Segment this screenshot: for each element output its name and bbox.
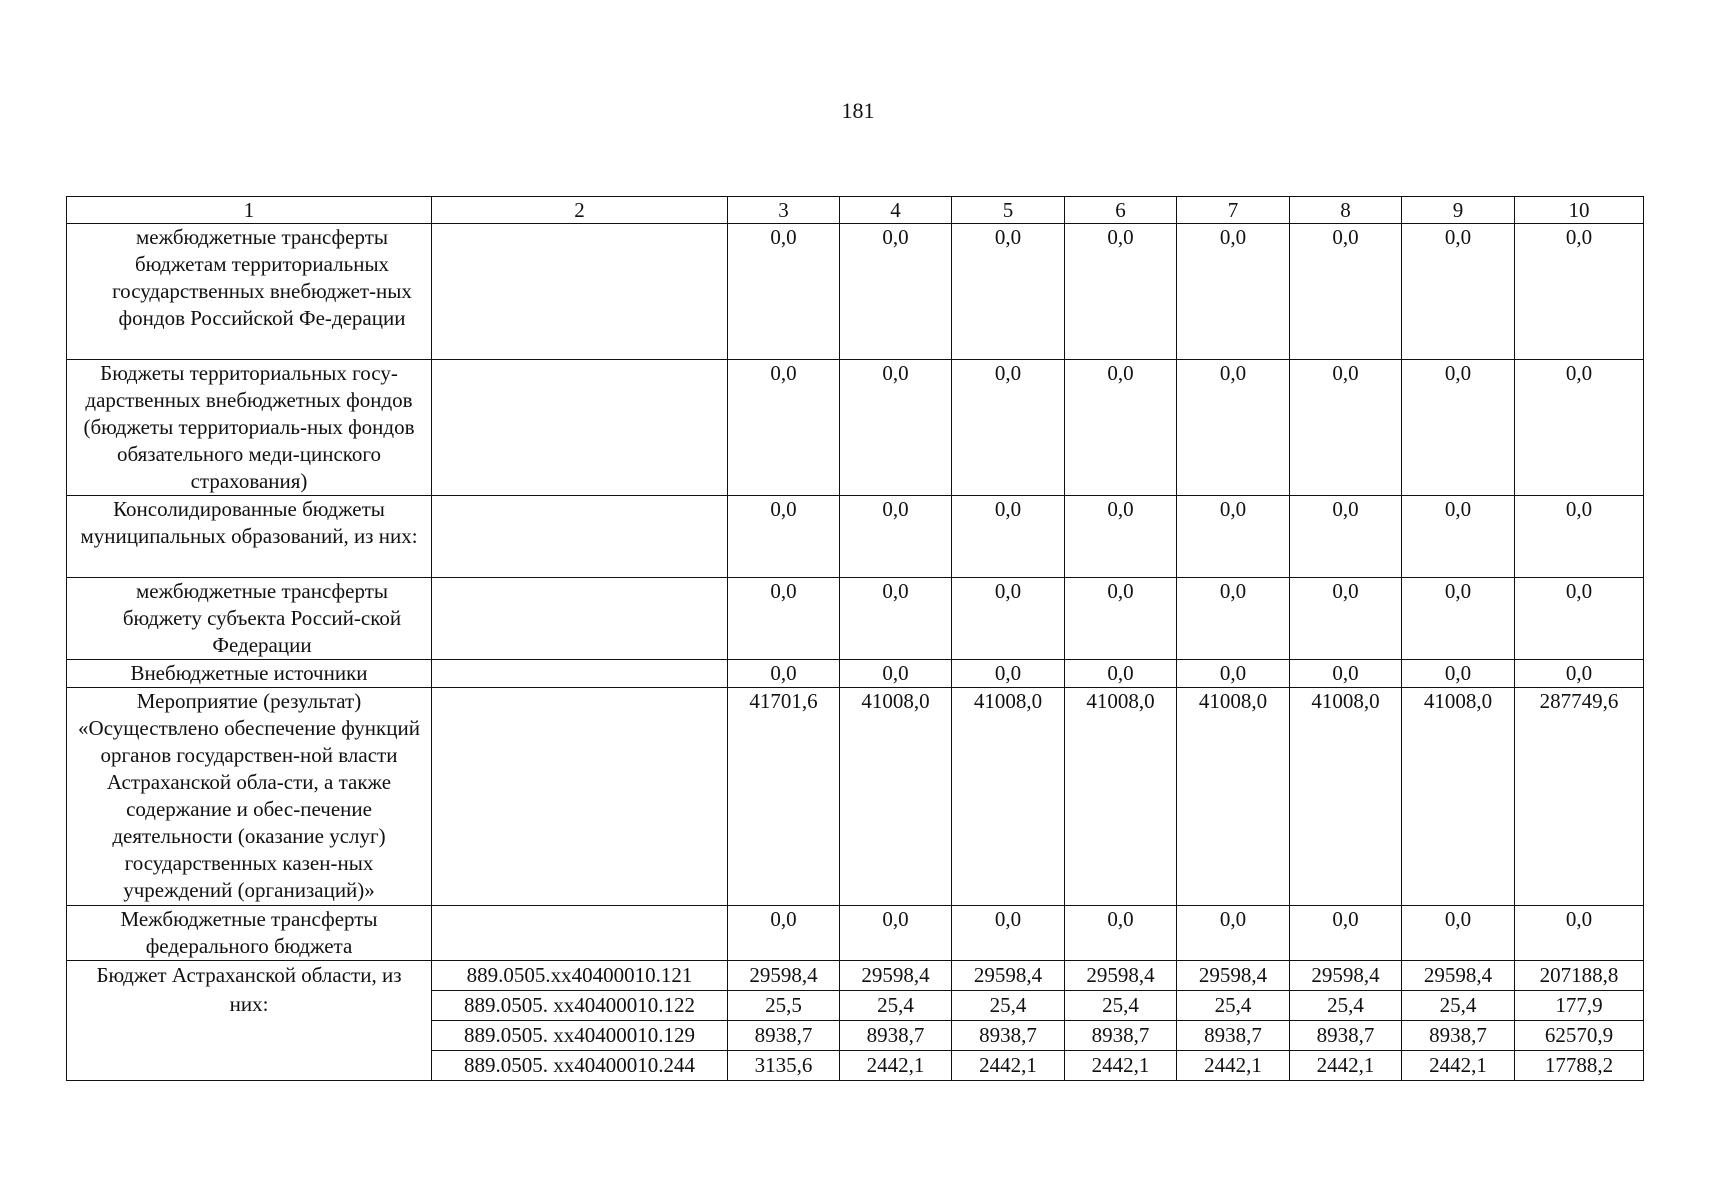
row-name: Консолидированные бюджеты муниципальных образований, из них: xyxy=(67,496,432,578)
column-header: 8 xyxy=(1290,197,1402,224)
column-header: 1 xyxy=(67,197,432,224)
value-cell: 0,0 xyxy=(1290,224,1402,360)
row-code xyxy=(432,578,728,660)
value-cell: 8938,7 xyxy=(1402,1021,1515,1051)
row-name-text: межбюджетные трансферты бюджетам территориальных государственных внебюджет-ных фондов Российской Фе-дерации xyxy=(112,225,412,330)
value-cell: 25,4 xyxy=(1065,991,1177,1021)
column-header: 7 xyxy=(1177,197,1290,224)
column-header: 10 xyxy=(1515,197,1644,224)
value-cell: 0,0 xyxy=(1515,578,1644,660)
value-cell: 2442,1 xyxy=(1065,1051,1177,1081)
value-cell: 29598,4 xyxy=(952,961,1065,991)
value-cell: 0,0 xyxy=(728,224,840,360)
value-cell: 0,0 xyxy=(840,224,952,360)
row-code xyxy=(432,496,728,578)
value-cell: 0,0 xyxy=(1402,496,1515,578)
row-code xyxy=(432,224,728,360)
value-cell: 17788,2 xyxy=(1515,1051,1644,1081)
value-cell: 0,0 xyxy=(1290,360,1402,496)
value-cell: 0,0 xyxy=(1402,360,1515,496)
value-cell: 0,0 xyxy=(1515,660,1644,688)
row-name: Межбюджетные трансферты федерального бюджета xyxy=(67,906,432,961)
value-cell: 29598,4 xyxy=(1290,961,1402,991)
value-cell: 0,0 xyxy=(1515,496,1644,578)
value-cell: 0,0 xyxy=(1515,906,1644,961)
value-cell: 0,0 xyxy=(840,578,952,660)
value-cell: 2442,1 xyxy=(840,1051,952,1081)
value-cell: 0,0 xyxy=(1290,660,1402,688)
value-cell: 25,4 xyxy=(1290,991,1402,1021)
value-cell: 0,0 xyxy=(1290,906,1402,961)
value-cell: 0,0 xyxy=(1402,224,1515,360)
value-cell: 29598,4 xyxy=(840,961,952,991)
value-cell: 177,9 xyxy=(1515,991,1644,1021)
table-row xyxy=(67,660,1644,688)
value-cell: 29598,4 xyxy=(1177,961,1290,991)
column-header: 5 xyxy=(952,197,1065,224)
value-cell: 3135,6 xyxy=(728,1051,840,1081)
table-row xyxy=(67,496,1644,578)
value-cell: 0,0 xyxy=(1402,906,1515,961)
value-cell: 25,4 xyxy=(1402,991,1515,1021)
value-cell: 8938,7 xyxy=(1065,1021,1177,1051)
value-cell: 0,0 xyxy=(1065,578,1177,660)
value-cell: 0,0 xyxy=(1065,224,1177,360)
value-cell: 0,0 xyxy=(952,906,1065,961)
value-cell: 0,0 xyxy=(1402,660,1515,688)
value-cell: 25,5 xyxy=(728,991,840,1021)
table-row xyxy=(67,961,1644,991)
value-cell: 41008,0 xyxy=(952,688,1065,906)
page-number: 181 xyxy=(841,98,875,123)
value-cell: 0,0 xyxy=(728,578,840,660)
row-code xyxy=(432,360,728,496)
value-cell: 8938,7 xyxy=(1290,1021,1402,1051)
budget-code: 889.0505. xx40400010.129 xyxy=(432,1021,728,1051)
value-cell: 0,0 xyxy=(1402,578,1515,660)
value-cell: 2442,1 xyxy=(1177,1051,1290,1081)
row-code xyxy=(432,906,728,961)
value-cell: 29598,4 xyxy=(1402,961,1515,991)
row-name xyxy=(67,224,432,360)
value-cell: 41008,0 xyxy=(840,688,952,906)
regional-budget-name: Бюджет Астраханской области, из них: xyxy=(67,961,432,1081)
value-cell: 41008,0 xyxy=(1065,688,1177,906)
table-row xyxy=(67,360,1644,496)
row-name: Бюджеты территориальных госу-дарственных внебюджетных фондов (бюджеты территориаль-ных фондов обязательного меди-цинского страхования) xyxy=(67,360,432,496)
value-cell: 0,0 xyxy=(840,906,952,961)
value-cell: 0,0 xyxy=(1290,578,1402,660)
value-cell: 0,0 xyxy=(1177,906,1290,961)
value-cell: 62570,9 xyxy=(1515,1021,1644,1051)
column-header: 2 xyxy=(432,197,728,224)
row-name: Внебюджетные источники xyxy=(67,660,432,688)
row-name xyxy=(67,578,432,660)
value-cell: 0,0 xyxy=(1177,224,1290,360)
table-row xyxy=(67,224,1644,360)
column-header: 9 xyxy=(1402,197,1515,224)
value-cell: 8938,7 xyxy=(728,1021,840,1051)
row-name: Мероприятие (результат) «Осуществлено обеспечение функций органов государствен-ной власти Астраханской обла-сти, а также содержание и обес-печение деятельности (оказание услуг) государственных казен-ных учреждений (организаций)» xyxy=(67,688,432,906)
value-cell: 41008,0 xyxy=(1290,688,1402,906)
table-header-row xyxy=(67,197,1644,224)
value-cell: 8938,7 xyxy=(840,1021,952,1051)
value-cell: 0,0 xyxy=(1515,360,1644,496)
value-cell: 2442,1 xyxy=(1290,1051,1402,1081)
row-code xyxy=(432,660,728,688)
value-cell: 0,0 xyxy=(840,660,952,688)
value-cell: 0,0 xyxy=(1065,906,1177,961)
value-cell: 0,0 xyxy=(728,660,840,688)
budget-code: 889.0505. xx40400010.122 xyxy=(432,991,728,1021)
value-cell: 0,0 xyxy=(1177,496,1290,578)
value-cell: 0,0 xyxy=(1177,578,1290,660)
value-cell: 0,0 xyxy=(952,496,1065,578)
value-cell: 8938,7 xyxy=(1177,1021,1290,1051)
value-cell: 0,0 xyxy=(1065,360,1177,496)
value-cell: 0,0 xyxy=(728,360,840,496)
value-cell: 0,0 xyxy=(1515,224,1644,360)
column-header: 6 xyxy=(1065,197,1177,224)
value-cell: 0,0 xyxy=(840,360,952,496)
budget-table xyxy=(66,196,1644,1081)
value-cell: 0,0 xyxy=(728,906,840,961)
value-cell: 0,0 xyxy=(952,360,1065,496)
value-cell: 0,0 xyxy=(1177,660,1290,688)
value-cell: 0,0 xyxy=(952,660,1065,688)
value-cell: 41008,0 xyxy=(1402,688,1515,906)
value-cell: 0,0 xyxy=(1065,660,1177,688)
value-cell: 0,0 xyxy=(1177,360,1290,496)
value-cell: 0,0 xyxy=(1290,496,1402,578)
value-cell: 25,4 xyxy=(840,991,952,1021)
value-cell: 41008,0 xyxy=(1177,688,1290,906)
value-cell: 0,0 xyxy=(840,496,952,578)
column-header: 3 xyxy=(728,197,840,224)
budget-code: 889.0505.xx40400010.121 xyxy=(432,961,728,991)
value-cell: 0,0 xyxy=(952,578,1065,660)
table-row xyxy=(67,688,1644,906)
value-cell: 207188,8 xyxy=(1515,961,1644,991)
value-cell: 0,0 xyxy=(728,496,840,578)
value-cell: 0,0 xyxy=(952,224,1065,360)
value-cell: 287749,6 xyxy=(1515,688,1644,906)
value-cell: 41701,6 xyxy=(728,688,840,906)
value-cell: 25,4 xyxy=(952,991,1065,1021)
table-row xyxy=(67,906,1644,961)
value-cell: 2442,1 xyxy=(1402,1051,1515,1081)
value-cell: 25,4 xyxy=(1177,991,1290,1021)
budget-code: 889.0505. xx40400010.244 xyxy=(432,1051,728,1081)
value-cell: 0,0 xyxy=(1065,496,1177,578)
value-cell: 2442,1 xyxy=(952,1051,1065,1081)
value-cell: 8938,7 xyxy=(952,1021,1065,1051)
value-cell: 29598,4 xyxy=(1065,961,1177,991)
column-header: 4 xyxy=(840,197,952,224)
value-cell: 29598,4 xyxy=(728,961,840,991)
row-code xyxy=(432,688,728,906)
row-name-text: межбюджетные трансферты бюджету субъекта Россий-ской Федерации xyxy=(122,579,402,657)
table-row xyxy=(67,578,1644,660)
